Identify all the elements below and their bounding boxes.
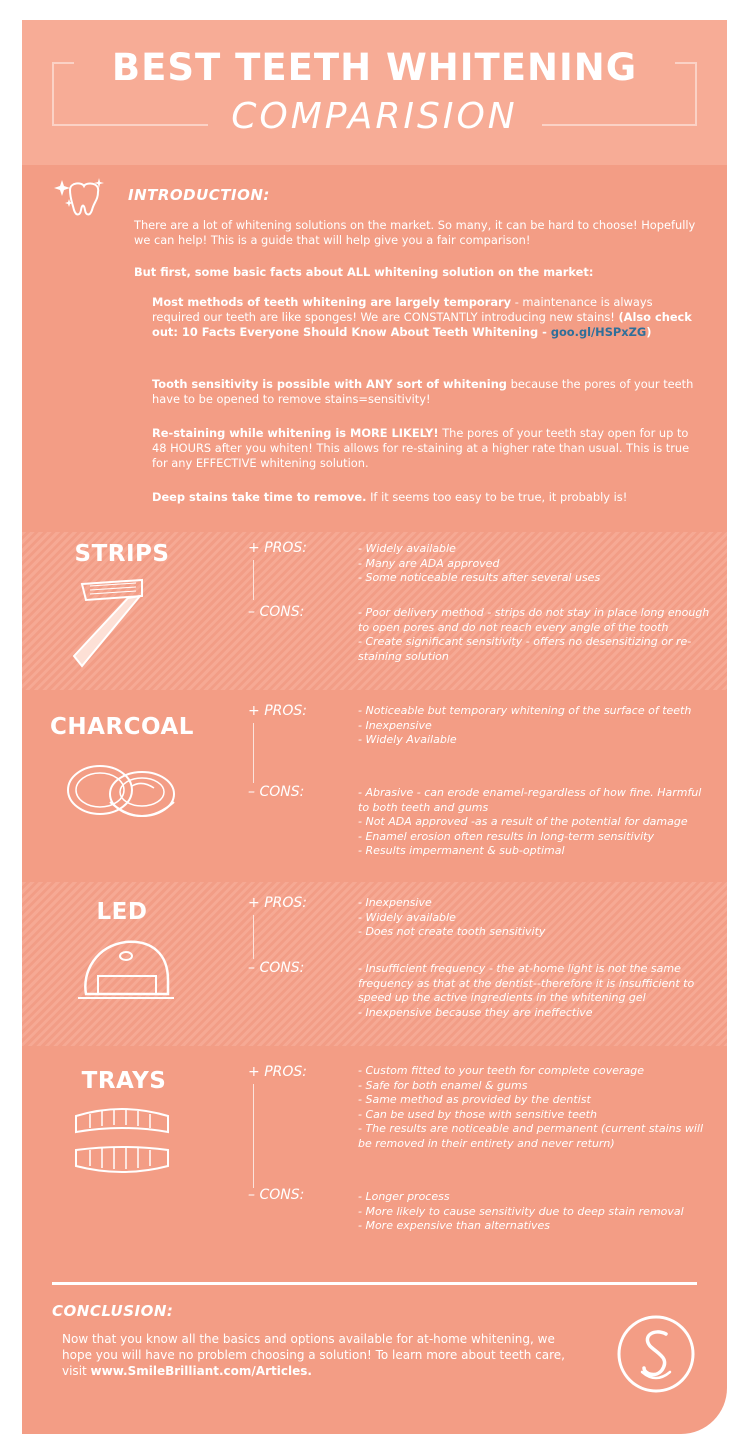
led-device-icon	[76, 932, 176, 1012]
page-subtitle: COMPARISION	[231, 96, 518, 137]
list-item: - Custom fitted to your teeth for complete coverage	[358, 1064, 645, 1077]
fact-item	[152, 490, 707, 505]
list-item: - Some noticeable results after several uses	[358, 571, 601, 585]
strip-icon	[72, 576, 152, 676]
fact-bold: Most methods of teeth whitening are largely temporary	[152, 295, 512, 309]
divider-line	[253, 560, 254, 600]
section-divider	[52, 1282, 697, 1285]
intro-lead: There are a lot of whitening solutions on the market. So many, it can be hard to choose! Hopefully we can help! This is a guide that will help give you a fair comparison!	[134, 218, 696, 247]
list-item: - Inexpensive	[358, 718, 432, 732]
list-item: - Abrasive - can erode enamel-regardless of how fine. Harmful to both teeth and gums	[358, 786, 702, 814]
list-item: - Longer process	[358, 1190, 450, 1203]
plus-icon: +	[248, 1064, 260, 1080]
list-item: - Safe for both enamel & gums	[358, 1078, 528, 1092]
fact-item	[152, 426, 697, 471]
fact-bold: Deep stains take time to remove.	[152, 490, 367, 504]
plus-icon: +	[248, 703, 260, 719]
fact-item	[152, 377, 697, 407]
pros-label: + PROS:	[248, 895, 307, 911]
fact-bold: Re-staining while whitening is MORE LIKELY!	[152, 426, 439, 440]
list-item: - Widely available	[358, 910, 456, 924]
method-name-trays: TRAYS	[81, 1068, 167, 1094]
cons-label: – CONS:	[248, 784, 305, 800]
cons-label: – CONS:	[248, 1187, 305, 1203]
cons-list	[358, 962, 713, 1020]
list-item: - More expensive than alternatives	[358, 1219, 551, 1233]
pros-list	[358, 704, 713, 748]
fact-bold: Tooth sensitivity is possible with ANY sort of whitening	[152, 377, 507, 391]
list-item: - Not ADA approved -as a result of the potential for damage	[358, 815, 688, 829]
fact-item	[152, 295, 697, 340]
list-item: - Many are ADA approved	[358, 556, 500, 570]
cons-list	[358, 1190, 713, 1234]
pros-list	[358, 896, 713, 940]
cons-label: – CONS:	[248, 960, 305, 976]
minus-icon: –	[248, 784, 255, 800]
method-name-strips: STRIPS	[74, 541, 170, 567]
intro-subheading: But first, some basic facts about ALL whitening solution on the market:	[134, 265, 594, 279]
fact-text: because the pores of your teeth have to be opened to remove stains=sensitivity!	[152, 377, 694, 406]
list-item: - Enamel erosion often results in long-term sensitivity	[358, 829, 654, 843]
cons-label: – CONS:	[248, 604, 305, 620]
list-item: - Noticeable but temporary whitening of the surface of teeth	[358, 704, 692, 717]
divider-line	[253, 723, 254, 783]
conclusion-body: Now that you know all the basics and options available for at-home whitening, we hope you will have no problem choosing a solution! To learn more about teeth care, visit	[62, 1332, 565, 1378]
list-item: - Widely Available	[358, 733, 457, 747]
conclusion-text	[62, 1331, 582, 1379]
pros-label: + PROS:	[248, 540, 307, 556]
sparkle-tooth-icon	[52, 176, 108, 226]
facts-link[interactable]: goo.gl/HSPxZG	[550, 325, 647, 339]
list-item: - Widely available	[358, 542, 456, 555]
intro-heading: INTRODUCTION:	[128, 186, 270, 204]
divider-line	[253, 915, 254, 959]
list-item: - Insufficient frequency - the at-home light is not the same frequency as that at the dentist--therefore it is insufficient to speed up the active ingredients in the whitening gel	[358, 962, 695, 1005]
fact-text: - maintenance is always required our teeth are like sponges! We are CONSTANTLY introducing new stains!	[152, 295, 653, 324]
method-name-charcoal: CHARCOAL	[50, 714, 194, 740]
list-item: - Can be used by those with sensitive teeth	[358, 1107, 597, 1121]
list-item: - Does not create tooth sensitivity	[358, 925, 546, 939]
header-banner	[22, 20, 727, 165]
minus-icon: –	[248, 1187, 255, 1203]
cons-list	[358, 606, 713, 664]
list-item: - Poor delivery method - strips do not stay in place long enough to open pores and do not reach every angle of the tooth	[358, 606, 710, 634]
list-item: - Inexpensive because they are ineffective	[358, 1005, 593, 1019]
divider-line	[253, 1084, 254, 1188]
method-name-led: LED	[96, 899, 148, 925]
list-item: - Results impermanent & sub-optimal	[358, 844, 565, 858]
list-item: - The results are noticeable and permanent (current stains will be removed in their entirety and never return)	[358, 1122, 704, 1150]
fact-text: If it seems too easy to be true, it probably is!	[366, 490, 628, 504]
smile-brilliant-logo-icon	[616, 1314, 696, 1394]
conclusion-heading: CONCLUSION:	[52, 1302, 174, 1320]
plus-icon: +	[248, 540, 260, 556]
minus-icon: –	[248, 604, 255, 620]
pros-list	[358, 1064, 713, 1152]
infographic-card	[22, 20, 727, 1434]
charcoal-jar-icon	[62, 760, 182, 832]
fact-text: The pores of your teeth stay open for up to 48 HOURS after you whiten! This allows for re-staining at a higher rate than usual. This is true for any EFFECTIVE whitening solution.	[152, 426, 690, 470]
list-item: - Same method as provided by the dentist	[358, 1093, 591, 1107]
cons-list	[358, 786, 713, 859]
articles-link[interactable]: www.SmileBrilliant.com/Articles.	[90, 1364, 312, 1378]
fact-tail: )	[646, 325, 652, 339]
list-item: - Create significant sensitivity - offers no desensitizing or re-staining solution	[358, 635, 692, 663]
fact-bold-extra: (Also check out: 10 Facts Everyone Should Know About Teeth Whitening -	[152, 310, 692, 339]
plus-icon: +	[248, 895, 260, 911]
list-item: - More likely to cause sensitivity due to deep stain removal	[358, 1204, 684, 1218]
pros-list	[358, 542, 713, 586]
dental-trays-icon	[72, 1102, 172, 1182]
list-item: - Inexpensive	[358, 896, 432, 909]
pros-label: + PROS:	[248, 1064, 307, 1080]
page-title: BEST TEETH WHITENING	[111, 46, 638, 89]
pros-label: + PROS:	[248, 703, 307, 719]
minus-icon: –	[248, 960, 255, 976]
